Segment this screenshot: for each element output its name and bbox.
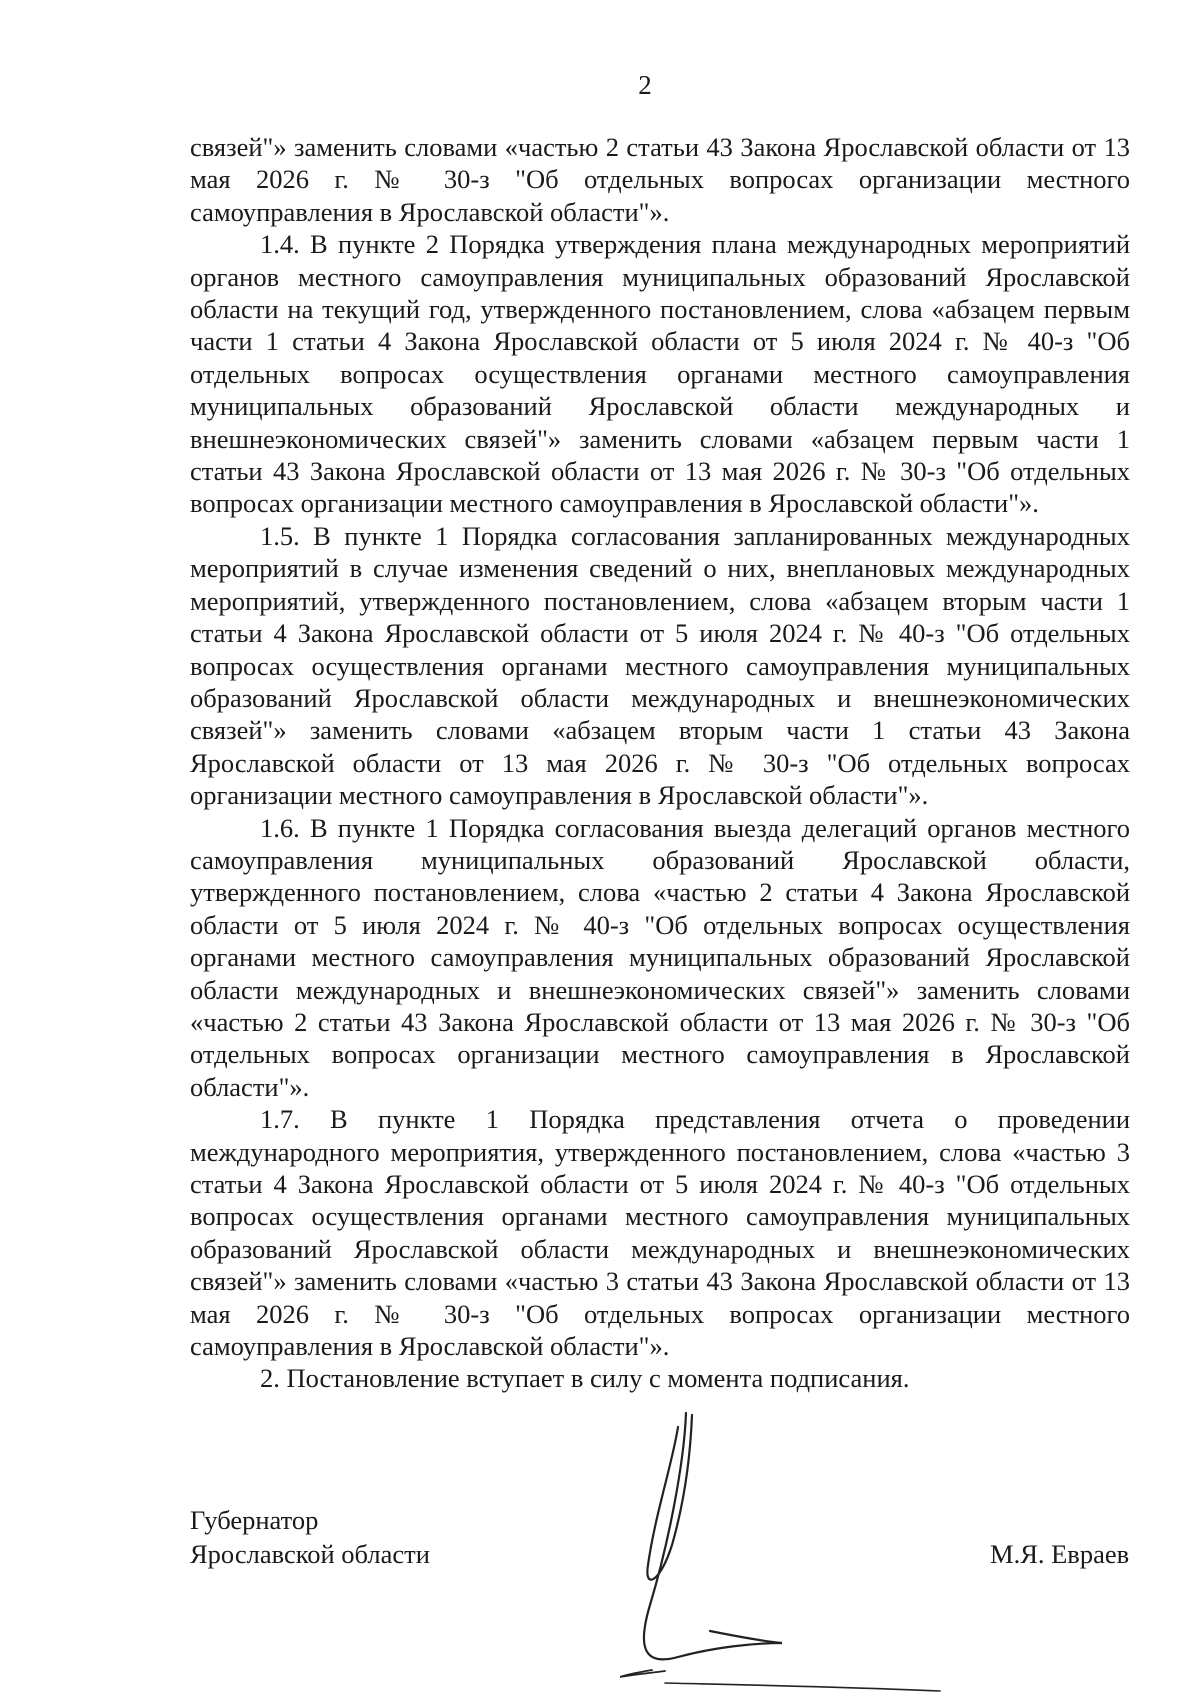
paragraph-1-5: 1.5. В пункте 1 Порядка согласования запланированных международных мероприятий в случае изменения сведений о них, внеплановых международных мероприятий, утвержденного постановлением, слова «абзацем вторым части 1 статьи 4 Закона Ярославской области от 5 июля 2024 г. № 40-з "Об отдельных вопросах осуществления органами местного самоуправления муниципальных образований Ярославской области международных и внешнеэкономических связей"» заменить словами «абзацем вторым части 1 статьи 43 Закона Ярославской области от 13 мая 2026 г. № 30-з "Об отдельных вопросах организации местного самоуправления в Ярославской области"». [190,520,1130,811]
paragraph-continuation: связей"» заменить словами «частью 2 статьи 43 Закона Ярославской области от 13 мая 2026 г. № 30-з "Об отдельных вопросах организации местного самоуправления в Ярославской области"». [190,132,1130,227]
paragraph-1-6: 1.6. В пункте 1 Порядка согласования выезда делегаций органов местного самоуправления муниципальных образований Ярославской области, утвержденного постановлением, слова «частью 2 статьи 4 Закона Ярославской области от 5 июля 2024 г. № 40-з "Об отдельных вопросах осуществления органами местного самоуправления муниципальных образований Ярославской области международных и внешнеэкономических связей"» заменить словами «частью 2 статьи 43 Закона Ярославской области от 13 мая 2026 г. № 30-з "Об отдельных вопросах организации местного самоуправления в Ярославской области"». [190,812,1130,1102]
document-body [190,131,1130,1395]
handwritten-signature [620,1405,1020,1695]
paragraph-1-7: 1.7. В пункте 1 Порядка представления отчета о проведении международного мероприятия, утвержденного постановлением, слова «частью 3 статьи 4 Закона Ярославской области от 5 июля 2024 г. № 40-з "Об отдельных вопросах осуществления органами местного самоуправления муниципальных образований Ярославской области международных и внешнеэкономических связей"» заменить словами «частью 3 статьи 43 Закона Ярославской области от 13 мая 2026 г. № 30-з "Об отдельных вопросах организации местного самоуправления в Ярославской области"». [190,1104,1130,1362]
signatory-position-line2: Ярославской области [190,1539,430,1569]
paragraph-1-4: 1.4. В пункте 2 Порядка утверждения плана международных мероприятий органов местного самоуправления муниципальных образований Ярославской области на текущий год, утвержденного постановлением, слова «абзацем первым части 1 статьи 4 Закона Ярославской области от 5 июля 2024 г. № 40-з "Об отдельных вопросах осуществления органами местного самоуправления муниципальных образований Ярославской области международных и внешнеэкономических связей"» заменить словами «абзацем первым части 1 статьи 43 Закона Ярославской области от 13 мая 2026 г. № 30-з "Об отдельных вопросах организации местного самоуправления в Ярославской области"». [190,229,1130,519]
paragraph-2: 2. Постановление вступает в силу с момента подписания. [260,1363,910,1394]
signatory-position [190,1503,430,1571]
signatory-name: М.Я. Евраев [990,1539,1130,1569]
signatory-position-line1: Губернатор [190,1505,319,1535]
page-number: 2 [638,70,652,100]
